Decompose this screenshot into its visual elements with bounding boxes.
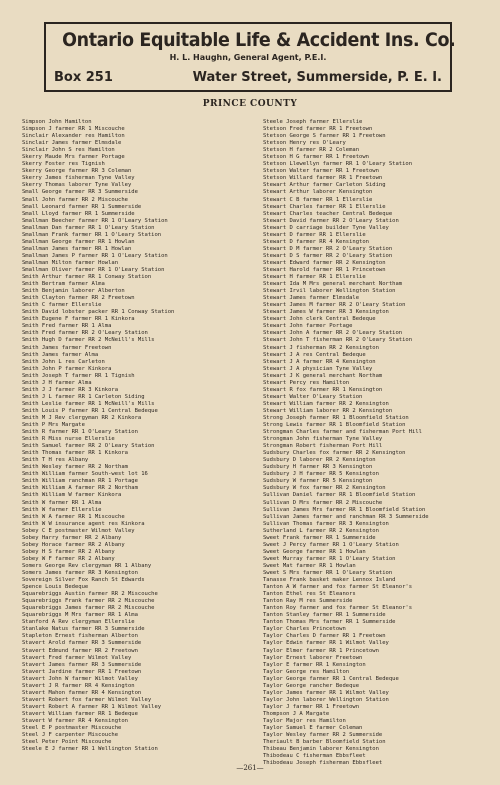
directory-entry: Stavert Arold farmer RR 3 Summerside <box>22 640 142 647</box>
directory-entry: Smith W farmer RR 1 Alma <box>22 499 102 506</box>
directory-entry: Smith C farmer Ellerslie <box>22 302 102 309</box>
directory-entry: Smith Clayton farmer RR 2 Freetown <box>22 295 135 302</box>
directory-entry: Stetson Henry res O'Leary <box>263 140 346 147</box>
directory-entry: Smith J H farmer Alma <box>22 379 92 386</box>
page-number: —261— <box>236 764 264 772</box>
directory-entry: Smith Wesley farmer RR 2 Northam <box>22 464 128 471</box>
directory-entry: Sudsbury Charles fox farmer RR 2 Kensington <box>263 450 406 457</box>
directory-entry: Strongman Charles farmer and fisherman Port Hill <box>263 429 422 436</box>
directory-entry: Smith W farmer Ellerslie <box>22 506 102 513</box>
directory-entry: Sudsbury W fox farmer RR 2 Kensington <box>263 485 386 492</box>
directory-entry: Taylor John laborer Wellington Station <box>263 696 389 703</box>
directory-entry: Smith James farmer Freetown <box>22 344 112 351</box>
directory-entry: Smith Louis P farmer RR 1 Central Bedeque <box>22 407 158 414</box>
directory-entry: Stewart John T fisherman RR 2 O'Leary Station <box>263 337 413 344</box>
directory-entry: Squarebriggs M Mrs farmer RR 1 Alma <box>22 612 138 619</box>
directory-entry: Stewart Edward farmer RR 2 Kensington <box>263 259 386 266</box>
directory-entry: Smith J L farmer RR 1 Carleton Siding <box>22 393 145 400</box>
directory-entry: Stavert Robert A farmer RR 1 Wilmot Valley <box>22 703 162 710</box>
directory-entry: Tanton Stanley farmer RR 1 Summerside <box>263 612 386 619</box>
directory-entry: Smith Benjamin laborer Alberton <box>22 288 125 295</box>
directory-entry: Taylor Ernest laborer Freetown <box>263 654 363 661</box>
directory-entry: Sudsbury D laborer RR 2 Kensington <box>263 457 376 464</box>
directory-entry: Stavert Jardine farmer RR 1 Freetown <box>22 668 142 675</box>
directory-entry: Steele Joseph farmer Ellerslie <box>263 119 363 125</box>
directory-entry: Smallman Oliver farmer RR 1 O'Leary Station <box>22 266 165 273</box>
directory-entry: Stetson Willard farmer RR 1 Freetown <box>263 175 383 182</box>
directory-entry: Smith David lobster packer RR 1 Conway Station <box>22 309 175 316</box>
directory-entry: Small Lloyd farmer RR 1 Summerside <box>22 210 135 217</box>
directory-entry: Tanasse Frank basket maker Lennox Island <box>263 577 396 584</box>
directory-entry: Theriault B barber Bloomfield Station <box>263 739 386 746</box>
directory-entry: Smith John P farmer Kinkora <box>22 365 112 372</box>
directory-entry: Stewart J A physician Tyne Valley <box>263 365 373 372</box>
directory-entry: Sweet Murray farmer RR 1 O'Leary Station <box>263 555 396 562</box>
directory-entry: Stewart Arthur laborer Kensington <box>263 189 373 196</box>
directory-entry: Skerry James fisherman Tyne Valley <box>22 175 135 182</box>
directory-entry: Smith John L res Carleton <box>22 358 105 365</box>
directory-entry: Sinclair James farmer Elmsdale <box>22 140 122 147</box>
directory-entry: Smith James farmer Alma <box>22 351 99 358</box>
directory-entry: Smith Hugh D farmer RR 2 McNeill's Mills <box>22 337 155 344</box>
directory-entry: Sovereign Silver Fox Ranch St Edwards <box>22 577 145 584</box>
advert-box: Box 251 <box>54 70 113 85</box>
directory-entry: Stanford A Rev clergyman Ellerslie <box>22 619 135 626</box>
directory-entry: Sweet S Mrs farmer RR 1 O'Leary Station <box>263 570 393 576</box>
directory-entry: Stewart John A farmer RR 2 O'Leary Station <box>263 330 403 337</box>
directory-entry: Tanton Ethel res St Eleanors <box>263 591 356 598</box>
directory-entry: Sweet Frank farmer RR 1 Summerside <box>263 534 376 541</box>
directory-entry: Smallman Frank farmer RR 1 O'Leary Station <box>22 231 162 238</box>
directory-entry: Stewart D S farmer RR 2 O'Leary Station <box>263 252 393 259</box>
directory-entry: Smith J J farmer RR 3 Kinkora <box>22 386 119 393</box>
directory-entry: Stetson H farmer RR 2 Coleman <box>263 147 360 154</box>
directory-entry: Strong Lewis farmer RR 1 Bloomfield Station <box>263 422 406 429</box>
directory-entry: Smith William ranchman RR 1 Portage <box>22 478 138 485</box>
directory-entry: Stavert J R farmer RR 4 Kensington <box>22 682 135 689</box>
directory-entry: Somers George Rev clergyman RR 1 Albany <box>22 562 152 569</box>
directory-entry: Stewart Ida M Mrs general merchant Northam <box>263 281 403 288</box>
directory-entry: Sobey Harry farmer RR 2 Albany <box>22 534 122 541</box>
directory-entry: Stewart D farmer RR 4 Kensington <box>263 238 369 245</box>
directory-entry: Simpson John Hamilton <box>22 119 92 125</box>
directory-entry: Taylor George farmer RR 1 Central Bedeque <box>263 675 399 682</box>
directory-entry: Stavert Edmund farmer RR 2 Freetown <box>22 647 138 654</box>
directory-entry: Squarebriggs Frank farmer RR 2 Miscouche <box>22 598 155 605</box>
directory-entry: Taylor Elmer farmer RR 1 Princetown <box>263 647 379 654</box>
directory-entry: Tanton Thomas Mrs farmer RR 1 Summerside <box>263 619 396 626</box>
directory-entry: Sullivan D Mrs farmer RR 2 Miscouche <box>263 499 383 506</box>
directory-entry: Sudsbury J H farmer RR 5 Kensington <box>263 471 379 478</box>
directory-entry: Smith Bertram farmer Alma <box>22 281 105 288</box>
directory-entry: Squarebriggs James farmer RR 2 Miscouche <box>22 605 155 612</box>
directory-entry: Steel E P postmaster Miscouche <box>22 725 122 732</box>
directory-entry: Stavert Fred farmer Wilmot Valley <box>22 654 132 661</box>
directory-entry: Stavert Mahon farmer RR 4 Kensington <box>22 689 142 696</box>
directory-entry: Stewart D carriage builder Tyne Valley <box>263 224 389 231</box>
directory-entry: Stetson H G farmer RR 1 Freetown <box>263 154 369 161</box>
directory-entry: Thibodeau C fisherman Ebbsfleet <box>263 753 366 760</box>
directory-entry: Smith P Mrs Margate <box>22 422 85 429</box>
directory-entry: Smith William farmer South-west lot 16 <box>22 471 148 478</box>
directory-entry: Smith Joseph T farmer RR 1 Tignish <box>22 372 135 379</box>
directory-entry: Smith Arthur farmer RR 1 Conway Station <box>22 274 152 281</box>
directory-entry: Stewart David farmer RR 2 O'Leary Station <box>263 217 399 224</box>
directory-entry: Taylor Charles D farmer RR 1 Freetown <box>263 633 386 640</box>
directory-entry: Tanton A W farmer and fox farmer St Eleanor's <box>263 584 413 591</box>
directory-entry: Thibodeau Joseph fisherman Ebbsfleet <box>263 760 383 767</box>
directory-entry: Sweet George farmer RR 1 Howlan <box>263 548 366 555</box>
directory-entry: Smallman James P farmer RR 1 O'Leary Station <box>22 252 168 259</box>
directory-entry: Stewart Arthur farmer Carleton Siding <box>263 182 386 189</box>
directory-entry: Stavert John W farmer Wilmot Valley <box>22 675 138 682</box>
directory-entry: Strong Joseph farmer RR 1 Bloomfield Station <box>263 414 409 421</box>
directory-entry: Stavert James farmer RR 3 Summerside <box>22 661 142 668</box>
directory-entry: Taylor Samuel E farmer Coleman <box>263 725 363 732</box>
directory-entry: Sweet J Percy farmer RR 1 O'Leary Station <box>263 541 399 548</box>
directory-entry: Sullivan James farmer and ranchman RR 3 Summerside <box>263 513 429 520</box>
directory-entry: Stewart Irvil laborer Wellington Station <box>263 288 396 295</box>
directory-entry: Sudsbury W farmer RR 5 Kensington <box>263 478 373 485</box>
directory-entry: Stapleton Ernest fisherman Alberton <box>22 633 138 640</box>
directory-entry: Sweet Mat farmer RR 1 Howlan <box>263 562 356 569</box>
directory-entry: Sutherland L farmer RR 2 Kensington <box>263 527 379 534</box>
directory-entry: Stewart J A farmer RR 4 Kensington <box>263 358 376 365</box>
advert-street: Water Street, Summerside, P. E. I. <box>192 70 442 85</box>
directory-entry: Sinclair Alexander res Hamilton <box>22 133 125 140</box>
directory-entry: Sobey Horace farmer RR 2 Albany <box>22 541 125 548</box>
directory-entry: Skerry Maude Mrs farmer Portage <box>22 154 125 161</box>
advert-agent: H. L. Haughn, General Agent, P.E.I. <box>169 53 327 62</box>
directory-entry: Smith T H res Albany <box>22 457 89 464</box>
directory-entry: Skerry Foster res Tignish <box>22 161 105 168</box>
directory-entry: Stewart William laborer RR 2 Kensington <box>263 407 393 414</box>
directory-entry: Smith W A farmer RR 1 Miscouche <box>22 513 125 520</box>
directory-entry: Taylor George res Hamilton <box>263 668 350 675</box>
directory-entry: Taylor J farmer RR 1 Freetown <box>263 703 360 710</box>
directory-entry: Somers James farmer RR 3 Kensington <box>22 570 138 576</box>
directory-entry: Tanton Roy farmer and fox farmer St Eleanor's <box>263 605 413 612</box>
directory-entry: Stewart D farmer RR 1 Ellerslie <box>263 231 366 238</box>
directory-entry: Smith Fred farmer RR 2 O'Leary Station <box>22 330 148 337</box>
directory-entry: Stavert William farmer RR 1 Bedeque <box>22 710 138 717</box>
directory-entry: Stewart Charles farmer RR 1 Ellerslie <box>263 203 386 210</box>
directory-entry: Sullivan Thomas farmer RR 3 Kensington <box>263 520 389 527</box>
directory-entry: Strongman John fisherman Tyne Valley <box>263 436 383 443</box>
directory-entry: Squarebriggs Austin farmer RR 2 Miscouche <box>22 591 158 598</box>
directory-entry: Smith William W farmer Kinkora <box>22 492 122 499</box>
directory-entry: Smith Leslie farmer RR 1 McNeill's Mills <box>22 400 155 407</box>
directory-entry: Smith M J Rev clergyman RR 2 Kinkora <box>22 414 142 421</box>
directory-entry: Taylor E farmer RR 1 Kensington <box>263 661 366 668</box>
advert-title: Ontario Equitable Life & Accident Ins. Co. <box>62 29 456 51</box>
directory-entry: Stetson George S farmer RR 1 Freetown <box>263 133 386 140</box>
directory-entry: Stewart H farmer RR 1 Ellerslie <box>263 274 366 281</box>
directory-entry: Smith Fred farmer RR 1 Alma <box>22 323 112 330</box>
county-heading: PRINCE COUNTY <box>202 99 298 109</box>
directory-entry: Stewart J A res Central Bedeque <box>263 351 366 358</box>
directory-entry: Stewart John clerk Central Bedeque <box>263 316 376 323</box>
directory-entry: Stavert W farmer RR 4 Kensington <box>22 717 128 724</box>
directory-entry: Stewart John farmer Portage <box>263 323 353 330</box>
directory-entry: Small John farmer RR 2 Miscouche <box>22 196 128 203</box>
directory-entry: Stavert Robert fox farmer Wilmot Valley <box>22 696 152 703</box>
directory-entry: Smith R farmer RR 1 O'Leary Station <box>22 429 138 436</box>
directory-entry: Sudsbury H farmer RR 3 Kensington <box>263 464 373 471</box>
directory-entry: Sullivan Daniel farmer RR 1 Bloomfield Station <box>263 492 416 499</box>
directory-entry: Smith William A farmer RR 2 Northam <box>22 485 138 492</box>
directory-entry: Stetson Walter farmer RR 1 Freetown <box>263 168 379 175</box>
directory-entry: Steele E J farmer RR 1 Wellington Station <box>22 746 158 753</box>
directory-entry: Stanlake Natus farmer RR 3 Summerside <box>22 626 145 633</box>
directory-entry: Stetson Fred farmer RR 1 Freetown <box>263 126 373 133</box>
directory-entry: Stewart William farmer RR 2 Kensington <box>263 400 389 407</box>
directory-entry: Smallman James farmer RR 1 Howlan <box>22 245 132 252</box>
directory-entry: Smith Thomas farmer RR 1 Kinkora <box>22 450 128 457</box>
directory-entry: Steel Peter Point Miscouche <box>22 739 112 746</box>
directory-entry: Skerry George farmer RR 3 Coleman <box>22 168 132 175</box>
directory-entry: Thompson J A Margate <box>263 710 330 717</box>
directory-entry: Stewart Charles teacher Central Bedeque <box>263 210 393 217</box>
directory-entry: Stewart C B farmer RR 1 Ellerslie <box>263 196 373 203</box>
directory-entry: Stewart James farmer Elmsdale <box>263 295 360 302</box>
directory-entry: Smallman Dan farmer RR 1 O'Leary Station <box>22 224 155 231</box>
directory-entry: Taylor Edwin farmer RR 1 Wilmot Valley <box>263 640 389 647</box>
directory-entry: Sinclair John S res Hamilton <box>22 147 115 154</box>
directory-entry: Thibeau Benjamin laborer Kensington <box>263 746 379 753</box>
directory-entry: Stewart Percy res Hamilton <box>263 379 350 386</box>
directory-entry: Stewart R fox farmer RR 1 Kensington <box>263 386 383 393</box>
right-column <box>263 119 481 767</box>
directory-entry: Stewart Walter O'Leary Station <box>263 393 363 400</box>
directory-entry: Smallman Beecher farmer RR 1 O'Leary Station <box>22 217 168 224</box>
directory-entry: Steel J F carpenter Miscouche <box>22 732 119 739</box>
directory-entry: Sobey C E postmaster Wilmot Valley <box>22 527 135 534</box>
directory-entry: Stewart J K general merchant Northam <box>263 372 383 379</box>
directory-entry: Smith Eugene F farmer RR 1 Kinkora <box>22 316 135 323</box>
directory-entry: Simpson J farmer RR 1 Miscouche <box>22 126 125 133</box>
directory-entry: Strongman Robert fisherman Port Hill <box>263 443 383 450</box>
directory-entry: Smallman Milton farmer Howlan <box>22 259 119 266</box>
directory-entry: Taylor George rancher Bedeque <box>263 682 360 689</box>
directory-entry: Small George farmer RR 3 Summerside <box>22 189 138 196</box>
directory-entry: Skerry Thomas laborer Tyne Valley <box>22 182 132 189</box>
directory-entry: Smith W W insurance agent res Kinkora <box>22 520 145 527</box>
directory-entry: Sobey W F farmer RR 2 Albany <box>22 555 115 562</box>
directory-entry: Taylor James farmer RR 1 Wilmot Valley <box>263 689 389 696</box>
insurance-advertisement <box>44 22 456 92</box>
directory-entry: Stetson Llewellyn farmer RR 1 O'Leary Station <box>263 161 413 168</box>
left-column <box>22 119 236 753</box>
directory-entry: Tanton Ray M res Summerside <box>263 598 353 605</box>
directory-entry: Taylor Charles Princetown <box>263 626 346 633</box>
directory-entry: Taylor Major res Hamilton <box>263 717 346 724</box>
directory-entry: Taylor Wesley farmer RR 2 Summerside <box>263 732 383 739</box>
directory-entry: Smith Samuel farmer RR 2 O'Leary Station <box>22 443 155 450</box>
directory-entry: Small Leonard farmer RR 1 Summerside <box>22 203 142 210</box>
directory-entry: Spence Louis Bedeque <box>22 584 89 591</box>
directory-entry: Smith R Miss nurse Ellerslie <box>22 436 115 443</box>
directory-entry: Sobey H S farmer RR 2 Albany <box>22 548 115 555</box>
directory-entry: Stewart Harold farmer RR 1 Princetown <box>263 266 386 273</box>
directory-entry: Stewart D M farmer RR 2 O'Leary Station <box>263 245 393 252</box>
directory-entry: Stewart J fisherman RR 2 Kensington <box>263 344 379 351</box>
directory-entry: Stewart James M farmer RR 2 O'Leary Station <box>263 302 406 309</box>
directory-entry: Smallman George farmer RR 1 Howlan <box>22 238 135 245</box>
directory-entry: Stewart James W farmer RR 3 Kensington <box>263 309 389 316</box>
directory-entry: Sullivan James Mrs farmer RR 1 Bloomfield Station <box>263 506 426 513</box>
